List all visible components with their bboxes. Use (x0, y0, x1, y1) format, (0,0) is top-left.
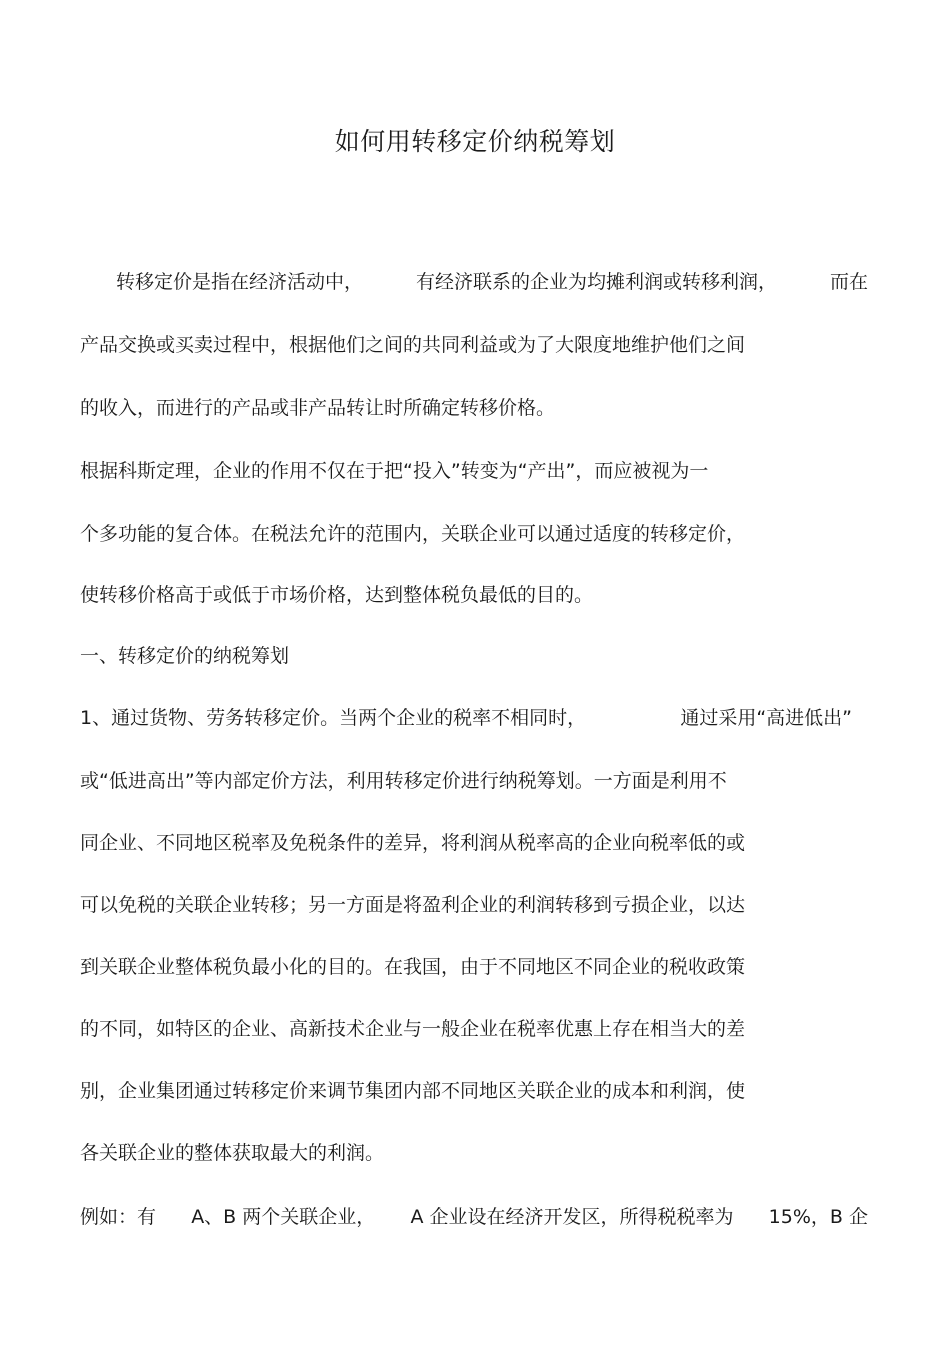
paragraph-4-line-1-part-a: 例如：有 (80, 1206, 157, 1228)
paragraph-1-line-2: 产品交换或买卖过程中，根据他们之间的共同利益或为了大限度地维护他们之间 (80, 334, 746, 356)
paragraph-3-line-1-part-b: 通过采用“高进低出” (680, 707, 852, 729)
paragraph-2-line-1: 根据科斯定理，企业的作用不仅在于把“投入”转变为“产出”，而应被视为一 (80, 460, 709, 482)
paragraph-3-line-5: 到关联企业整体税负最小化的目的。在我国，由于不同地区不同企业的税收政策 (80, 956, 746, 978)
paragraph-4-line-1-part-b: A、B 两个关联企业， (191, 1206, 376, 1228)
paragraph-1-line-1-part-a: 转移定价是指在经济活动中， (116, 271, 364, 293)
paragraph-1-line-3: 的收入，而进行的产品或非产品转让时所确定转移价格。 (80, 397, 556, 419)
paragraph-2-line-3: 使转移价格高于或低于市场价格，达到整体税负最低的目的。 (80, 584, 594, 606)
paragraph-4-line-1-part-c: A 企业设在经济开发区，所得税税率为 (410, 1206, 734, 1228)
paragraph-1-line-1 (116, 267, 868, 297)
paragraph-1-line-1-part-b: 有经济联系的企业为均摊利润或转移利润， (415, 271, 777, 293)
section-heading-1: 一、转移定价的纳税筹划 (80, 645, 290, 667)
paragraph-2-line-2: 个多功能的复合体。在税法允许的范围内，关联企业可以通过适度的转移定价， (80, 523, 746, 545)
paragraph-3-line-1 (80, 703, 852, 733)
paragraph-4-line-1-part-d: 15%，B 企 (768, 1206, 868, 1228)
paragraph-1-line-1-part-c: 而在 (829, 271, 868, 293)
paragraph-3-line-7: 别，企业集团通过转移定价来调节集团内部不同地区关联企业的成本和利润，使 (80, 1080, 746, 1102)
paragraph-3-line-3: 同企业、不同地区税率及免税条件的差异，将利润从税率高的企业向税率低的或 (80, 832, 746, 854)
paragraph-3-line-1-part-a: 1、通过货物、劳务转移定价。当两个企业的税率不相同时， (80, 707, 587, 729)
paragraph-3-line-2: 或“低进高出”等内部定价方法，利用转移定价进行纳税筹划。一方面是利用不 (80, 770, 727, 792)
document-title: 如何用转移定价纳税筹划 (334, 127, 616, 156)
paragraph-4-line-1 (80, 1202, 868, 1232)
paragraph-3-line-4: 可以免税的关联企业转移；另一方面是将盈利企业的利润转移到亏损企业，以达 (80, 894, 746, 916)
paragraph-3-line-8: 各关联企业的整体获取最大的利润。 (80, 1142, 385, 1164)
paragraph-3-line-6: 的不同，如特区的企业、高新技术企业与一般企业在税率优惠上存在相当大的差 (80, 1018, 746, 1040)
